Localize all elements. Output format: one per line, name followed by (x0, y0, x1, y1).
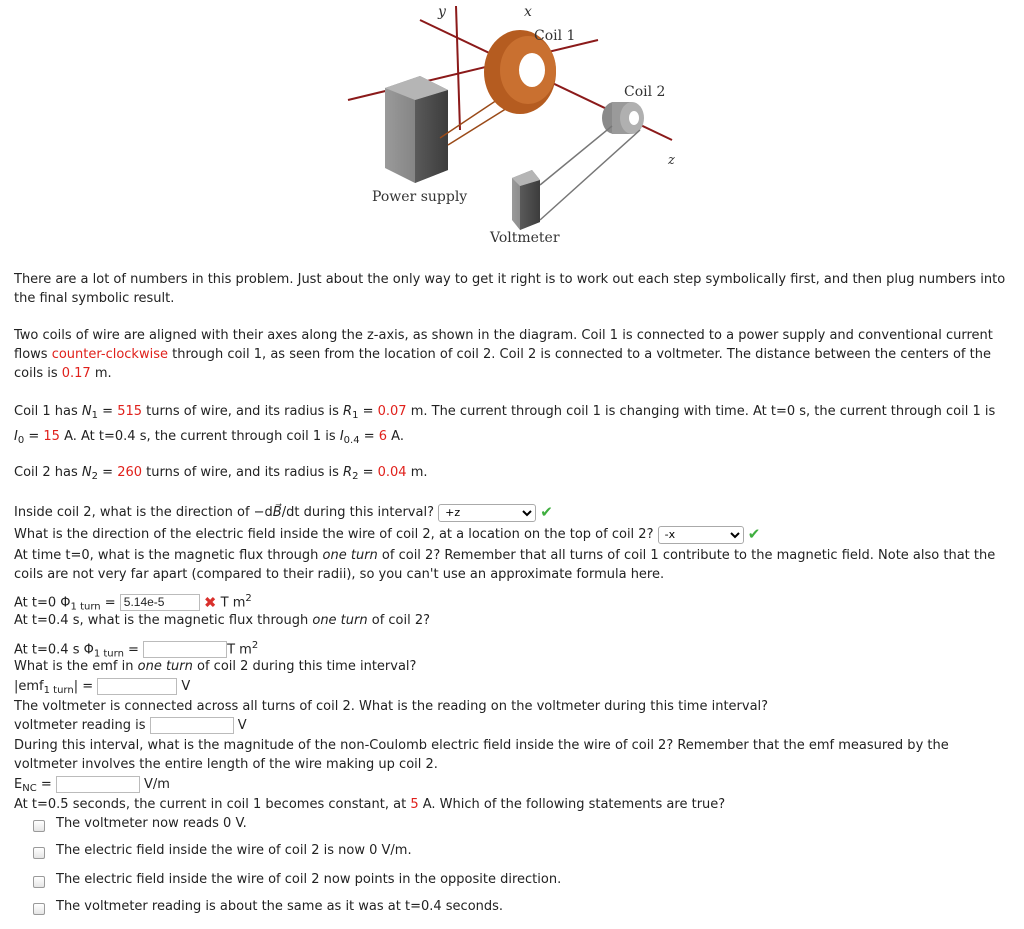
question-enc: During this interval, what is the magnitude of the non-Coulomb electric field inside the wire of coil 2? Remember that the emf measured by the voltmeter involves the entire length of the wire making up coil 2. (14, 738, 949, 772)
intro-paragraph (14, 270, 1012, 308)
power-supply-label: Power supply (372, 189, 468, 205)
question-e-direction: What is the direction of the electric field inside the wire of coil 2, at a location on the top of coil 2? -x ✔ (14, 525, 1012, 544)
question-flux-t0: At time t=0, what is the magnetic flux through one turn of coil 2? Remember that all turns of coil 1 contribute to the magnetic field. Note also that the coils are not very far apart (compared to their radii), so you can't use an approximate formula here. (14, 548, 996, 582)
option-label-4: The voltmeter reading is about the same as it was at t=0.4 seconds. (56, 899, 504, 914)
coil-2-paragraph: Coil 2 has $N_2 = 260$ turns of wire, and its radius is $R_2 = 0.04$ m. (14, 465, 428, 482)
r1-value: 0.07 (377, 404, 407, 419)
answer-voltmeter: voltmeter reading is V (14, 718, 247, 733)
i04-value: 6 (378, 429, 388, 444)
option-label-1: The voltmeter now reads 0 V. (56, 816, 247, 831)
option-label-2: The electric field inside the wire of coil 2 is now 0 V/m. (56, 843, 412, 858)
question-db-direction: Inside coil 2, what is the direction of −dB⃗/dt during this interval? +z ✔ (14, 503, 1012, 522)
correct-check-icon: ✔ (747, 525, 761, 543)
coil-1-label: Coil 1 (534, 28, 576, 44)
flux-t04-input[interactable] (143, 641, 227, 658)
distance-value: 0.17 (61, 366, 91, 381)
flux-t0-input[interactable]: 5.14e-5 (120, 594, 200, 611)
r2-value: 0.04 (377, 465, 407, 480)
answer-flux-t04: At t=0.4 s $\Phi_{1 turn} = T$ $m^2$ (14, 640, 259, 660)
answer-flux-t0: At t=0 $\Phi_{1 turn} = 5.14e-5$ ✖ T $m^2$ (14, 593, 252, 613)
emf-input[interactable] (97, 678, 177, 695)
n1-value: 515 (117, 404, 143, 419)
axis-label-x: x (524, 4, 532, 20)
incorrect-x-icon: ✖ (203, 593, 217, 612)
y-axis-line (456, 6, 460, 130)
direction-value: counter-clockwise (51, 347, 168, 362)
setup-paragraph: Two coils of wire are aligned with their axes along the z-axis, as shown in the diagram. Coil 1 is connected to a power supply and conventional current flows counter-clockwise through coil 1, as seen from the location of coil 2. Coil 2 is connected to a voltmeter. The distance between the centers of the coils is 0.17 m. (14, 328, 993, 381)
axis-label-z: z (668, 153, 675, 168)
coil-2-label: Coil 2 (624, 84, 666, 100)
constant-current-value: 5 (410, 797, 419, 812)
option-checkbox-2[interactable] (33, 847, 45, 859)
correct-check-icon: ✔ (540, 503, 553, 521)
option-checkbox-4[interactable] (33, 903, 45, 915)
question-constant-current: At t=0.5 seconds, the current in coil 1 becomes constant, at 5 A. Which of the following statements are true? (14, 797, 726, 812)
voltmeter-label: Voltmeter (490, 230, 560, 246)
option-label-3: The electric field inside the wire of coil 2 now points in the opposite direction. (56, 872, 562, 887)
db-direction-select[interactable] (438, 504, 536, 522)
question-flux-t04: At t=0.4 s, what is the magnetic flux through one turn of coil 2? (14, 613, 431, 628)
i0-value: 15 (43, 429, 60, 444)
answer-enc: $E_{NC} = V/m$ (14, 777, 170, 794)
coils-diagram (330, 0, 710, 255)
axis-label-y: y (438, 4, 446, 20)
answer-emf: |emf$_{1 turn}$| = V (14, 679, 191, 696)
option-checkbox-1[interactable] (33, 820, 45, 832)
coil-1-paragraph: Coil 1 has $N_1 = 515$ turns of wire, and its radius is $R_1 = 0.07$ m. The current through coil 1 is changing with time. At t=0 s, the current through coil 1 is $I_0 = 15$ A. At t=0.4 s, the current through coil 1 is $I_{0.4} = 6$ A. (14, 404, 996, 446)
voltmeter-reading-input[interactable] (150, 717, 234, 734)
n2-value: 260 (117, 465, 143, 480)
enc-input[interactable] (56, 776, 140, 793)
question-emf: What is the emf in one turn of coil 2 during this time interval? (14, 659, 417, 674)
option-checkbox-3[interactable] (33, 876, 45, 888)
question-voltmeter: The voltmeter is connected across all turns of coil 2. What is the reading on the voltmeter during this time interval? (14, 699, 769, 714)
intro-text: There are a lot of numbers in this problem. Just about the only way to get it right is to work out each step symbolically first, and then plug numbers into the final symbolic result. (14, 272, 1006, 306)
e-direction-select[interactable] (658, 526, 744, 544)
